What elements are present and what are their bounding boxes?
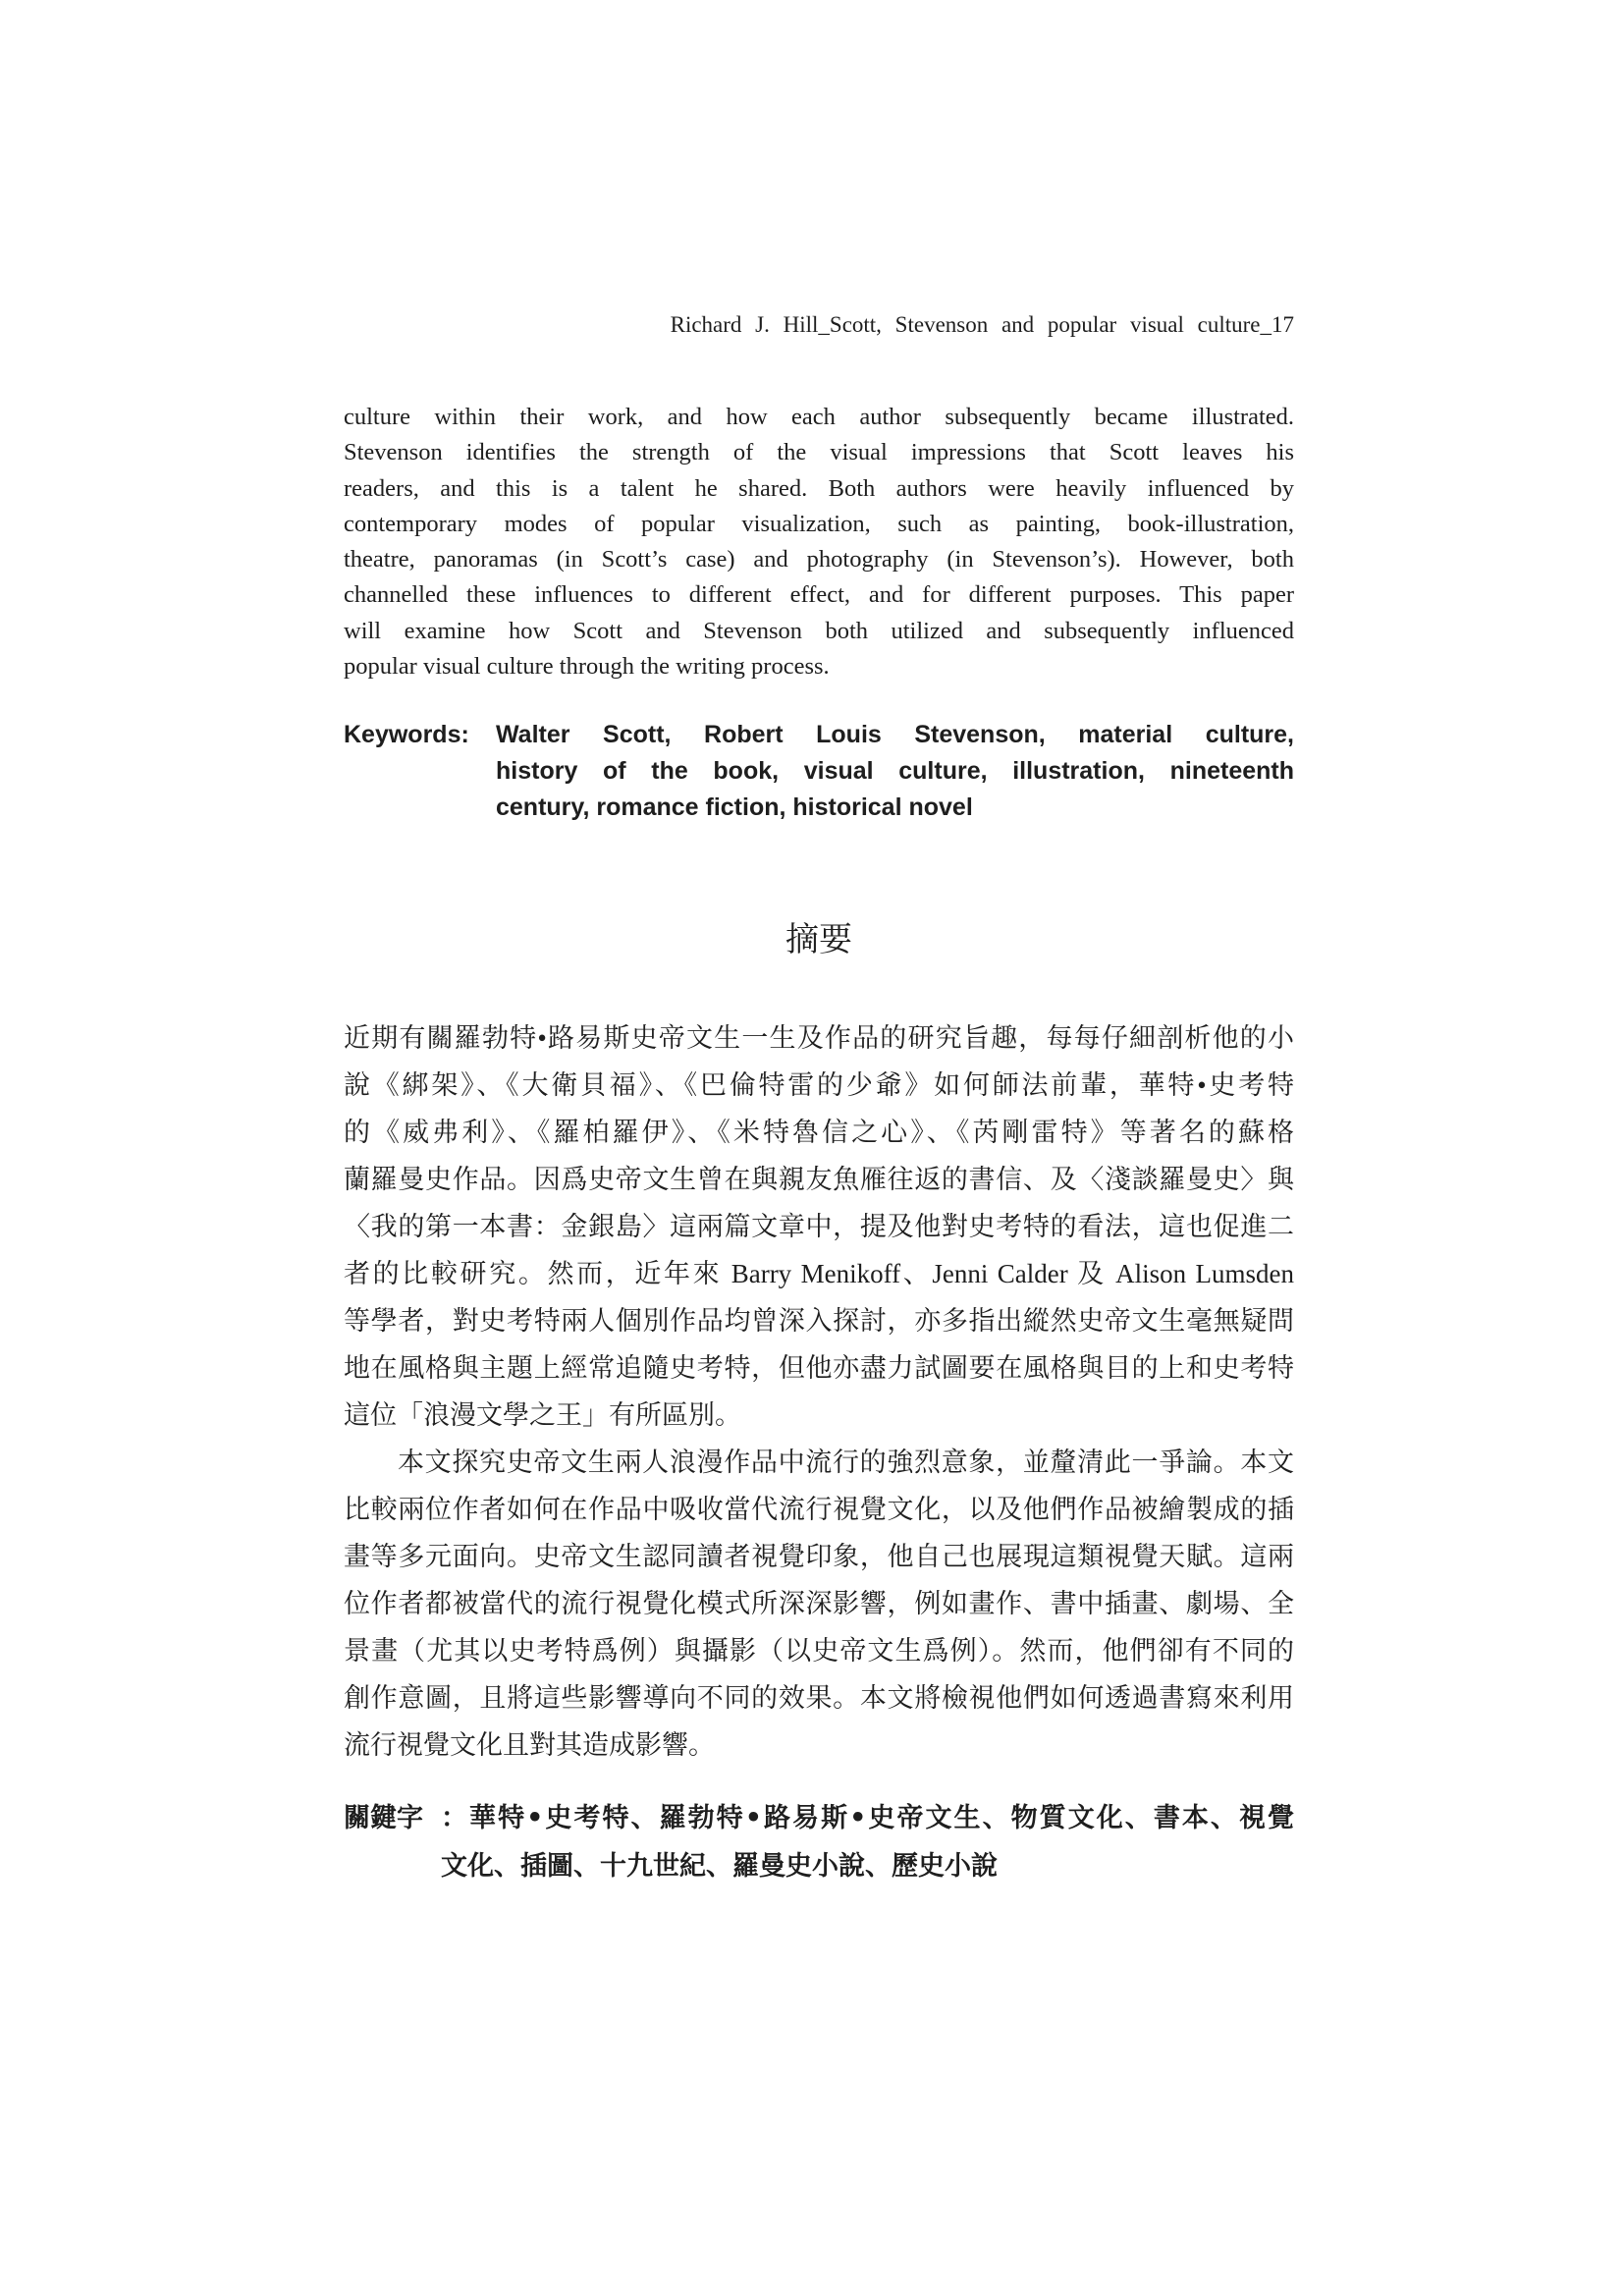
keywords-zh-line: 文化、插圖、十九世紀、羅曼史小說、歷史小說 bbox=[441, 1851, 998, 1882]
keywords-en-values bbox=[496, 717, 1294, 826]
abstract-en-line: popular visual culture through the writing process. bbox=[344, 653, 830, 681]
keywords-en bbox=[344, 717, 1294, 826]
abstract-en-line: contemporary modes of popular visualization, such as painting, book-illustration, bbox=[344, 510, 1294, 537]
abstract-zh-line: 近期有關羅勃特•路易斯史帝文生一生及作品的研究旨趣，每每仔細剖析他的小 bbox=[344, 1023, 1294, 1053]
running-header: Richard J. Hill_Scott, Stevenson and popular visual culture_17 bbox=[670, 312, 1294, 337]
keywords-en-line: Walter Scott, Robert Louis Stevenson, material culture, bbox=[496, 721, 1294, 748]
abstract-zh-line: 等學者，對史考特兩人個別作品均曾深入探討，亦多指出縱然史帝文生毫無疑問 bbox=[344, 1306, 1294, 1336]
abstract-en-line: theatre, panoramas (in Scott’s case) and photography (in Stevenson’s). However, both bbox=[344, 546, 1294, 574]
abstract-zh-line: 〈我的第一本書：金銀島〉這兩篇文章中，提及他對史考特的看法，這也促進二 bbox=[344, 1212, 1294, 1241]
abstract-en-line: culture within their work, and how each author subsequently became illustrated. bbox=[344, 404, 1294, 430]
abstract-zh-line: 地在風格與主題上經常追隨史考特，但他亦盡力試圖要在風格與目的上和史考特 bbox=[344, 1353, 1294, 1383]
keywords-en-label: Keywords: bbox=[344, 721, 469, 748]
abstract-zh-heading: 摘要 bbox=[785, 920, 852, 959]
abstract-zh-line: 流行視覺文化且對其造成影響。 bbox=[344, 1730, 715, 1760]
keywords-en-line: century, romance fiction, historical novel bbox=[496, 793, 973, 821]
abstract-en-line: readers, and this is a talent he shared. Both authors were heavily influenced by bbox=[344, 474, 1294, 502]
keywords-zh-values bbox=[441, 1794, 1294, 1890]
abstract-en bbox=[344, 400, 1294, 684]
abstract-zh-line: 的《威弗利》、《羅柏羅伊》、《米特魯信之心》、《芮剛雷特》等著名的蘇格 bbox=[344, 1118, 1294, 1147]
abstract-zh-line: 這位「浪漫文學之王」有所區別。 bbox=[344, 1400, 741, 1430]
abstract-zh-line: 畫等多元面向。史帝文生認同讀者視覺印象，他自己也展現這類視覺天賦。這兩 bbox=[344, 1542, 1294, 1571]
abstract-zh-paragraph bbox=[344, 1014, 1294, 1439]
abstract-en-line: Stevenson identifies the strength of the visual impressions that Scott leaves his bbox=[344, 439, 1294, 466]
abstract-zh-line: 說《綁架》、《大衛貝福》、《巴倫特雷的少爺》如何師法前輩，華特•史考特 bbox=[344, 1070, 1294, 1100]
abstract-zh-line: 景畫（尤其以史考特爲例）與攝影（以史帝文生爲例）。然而，他們卻有不同的 bbox=[344, 1636, 1294, 1666]
abstract-zh-line: 蘭羅曼史作品。因爲史帝文生曾在與親友魚雁往返的書信、及〈淺談羅曼史〉與 bbox=[344, 1165, 1294, 1194]
keywords-zh bbox=[344, 1794, 1294, 1890]
abstract-zh-line: 創作意圖，且將這些影響導向不同的效果。本文將檢視他們如何透過書寫來利用 bbox=[344, 1683, 1294, 1713]
abstract-zh-line: 位作者都被當代的流行視覺化模式所深深影響，例如畫作、書中插畫、劇場、全 bbox=[344, 1589, 1294, 1618]
keywords-zh-line: ：華特•史考特、羅勃特•路易斯•史帝文生、物質文化、書本、視覺 bbox=[441, 1803, 1294, 1833]
abstract-en-line: will examine how Scott and Stevenson both utilized and subsequently influenced bbox=[344, 617, 1294, 644]
abstract-zh bbox=[344, 1014, 1294, 1769]
abstract-zh-line: 比較兩位作者如何在作品中吸收當代流行視覺文化，以及他們作品被繪製成的插 bbox=[344, 1495, 1294, 1524]
abstract-zh-line: 者的比較研究。然而，近年來 Barry Menikoff、Jenni Calder 及 Alison Lumsden bbox=[344, 1259, 1294, 1288]
keywords-zh-label: 關鍵字 bbox=[344, 1803, 423, 1833]
abstract-zh-line: 本文探究史帝文生兩人浪漫作品中流行的強烈意象，並釐清此一爭論。本文 bbox=[398, 1448, 1294, 1477]
abstract-zh-paragraph bbox=[344, 1439, 1294, 1769]
abstract-en-line: channelled these influences to different effect, and for different purposes. This paper bbox=[344, 581, 1294, 609]
keywords-en-line: history of the book, visual culture, illustration, nineteenth bbox=[496, 757, 1294, 785]
